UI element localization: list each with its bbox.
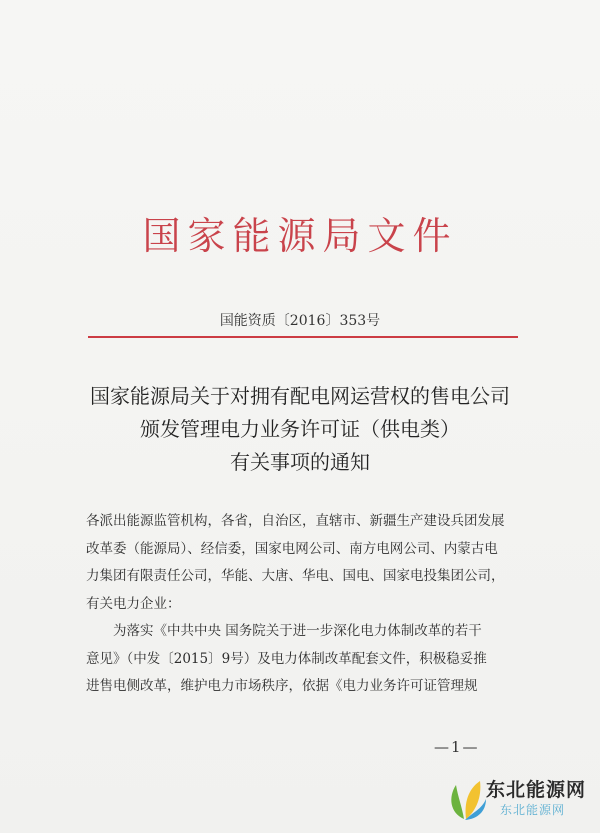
addressee-line: 改革委（能源局）、经信委，国家电网公司、南方电网公司、内蒙古电 bbox=[86, 540, 498, 557]
addressee-line: 各派出能源监管机构，各省，自治区，直辖市、新疆生产建设兵团发展 bbox=[86, 513, 505, 529]
site-watermark bbox=[444, 769, 594, 827]
watermark-subtext: 东北能源网 bbox=[500, 803, 566, 817]
heading-line: 国家能源局关于对拥有配电网运营权的售电公司 bbox=[90, 384, 510, 408]
page-number: —1— bbox=[434, 738, 480, 756]
red-divider-line bbox=[88, 336, 518, 338]
heading-line: 颁发管理电力业务许可证（供电类） bbox=[140, 417, 460, 441]
watermark-text: 东北能源网 bbox=[486, 779, 587, 801]
body-line: 进售电侧改革，维护电力市场秩序，依据《电力业务许可证管理规 bbox=[86, 678, 478, 694]
document-number: 国能资质〔2016〕353号 bbox=[219, 313, 381, 329]
leaf-logo-icon bbox=[444, 773, 488, 823]
addressee-line: 力集团有限责任公司，华能、大唐、华电、国电、国家电投集团公司， bbox=[86, 568, 505, 584]
issuer-title: 国家能源局文件 bbox=[142, 214, 458, 258]
heading-line: 有关事项的通知 bbox=[230, 450, 370, 474]
notice-body bbox=[86, 508, 526, 701]
notice-heading bbox=[0, 380, 600, 479]
body-line: 为落实《中共中央 国务院关于进一步深化电力体制改革的若干 bbox=[113, 623, 482, 639]
addressee-line: 有关电力企业： bbox=[86, 595, 181, 612]
body-line: 意见》（中发〔2015〕9号）及电力体制改革配套文件，积极稳妥推 bbox=[86, 650, 487, 667]
